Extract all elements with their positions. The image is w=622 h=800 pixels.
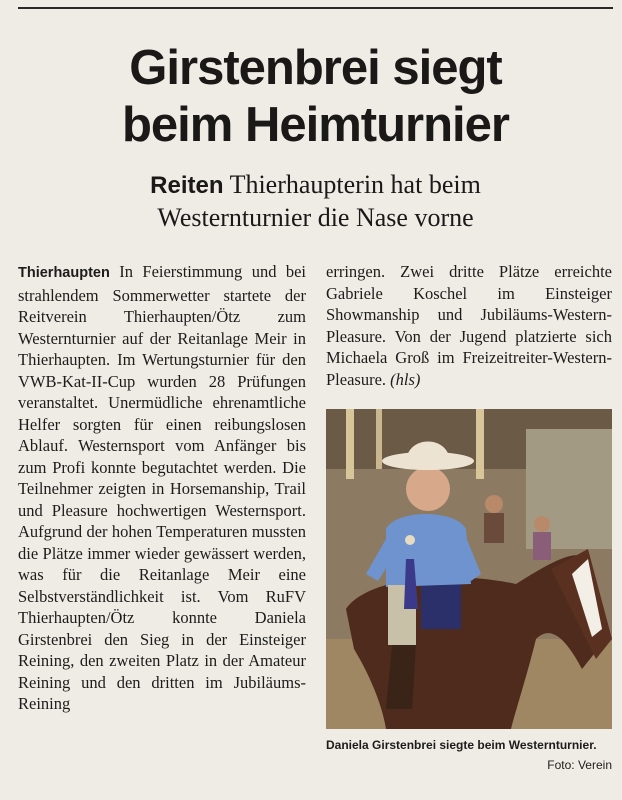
rider-photo-illustration: [326, 409, 612, 729]
subhead-part-2: Westernturnier die Nase vorne: [157, 203, 474, 232]
headline-line-2: beim Heimturnier: [122, 98, 509, 152]
subheadline: [18, 169, 613, 234]
top-rule: [18, 7, 613, 9]
kicker: Reiten: [150, 172, 224, 199]
article-photo: [326, 409, 612, 729]
byline: (hls): [390, 369, 421, 389]
photo-credit: Foto: Verein: [547, 758, 612, 772]
headline-line-1: Girstenbrei siegt: [129, 41, 502, 95]
body-text-right: erringen. Zwei dritte Plätze erreichte Gabriele Koschel im Einsteiger Showmanship und Jubiläums-Western-Pleasure. Von der Jugend platzierte sich Michaela Groß im Freizeitreiter-Western-Pleasure.: [326, 262, 612, 389]
photo-caption: Daniela Girstenbrei siegte beim Westernturnier.: [326, 738, 597, 752]
subhead-part-1: Thierhaupterin hat beim: [229, 170, 481, 199]
dateline: Thierhaupten: [18, 265, 110, 281]
body-column-left: [18, 261, 306, 715]
body-text-left: In Feierstimmung und bei strahlendem Sommerwetter startete der Reitverein Thierhaupten/Ötz zum Westernturnier auf der Reitanlage Meir in Thierhaupten. Im Wertungsturnier für den VWB-Kat-II-Cup wurden 28 Prüfungen veranstaltet. Unermüdliche ehrenamtliche Helfer sorgten für einen reibungslosen Ablauf. Westernsport vom Anfänger bis zum Profi konnte begutachtet werden. Die Teilnehmer zeigten in Horsemanship, Trail und Pleasure hochwertigen Westernsport. Aufgrund der hohen Temperaturen mussten die Plätze immer wieder gewässert werden, was für die Reitanlage Meir eine Selbstverständlichkeit ist. Vom RuFV Thierhaupten/Ötz konnte Daniela Girstenbrei den Sieg in der Einsteiger Reining, den zweiten Platz in der Amateur Reining und den dritten im Jubiläums-Reining: [18, 262, 306, 713]
body-column-right: [326, 261, 612, 390]
headline: [18, 40, 613, 154]
